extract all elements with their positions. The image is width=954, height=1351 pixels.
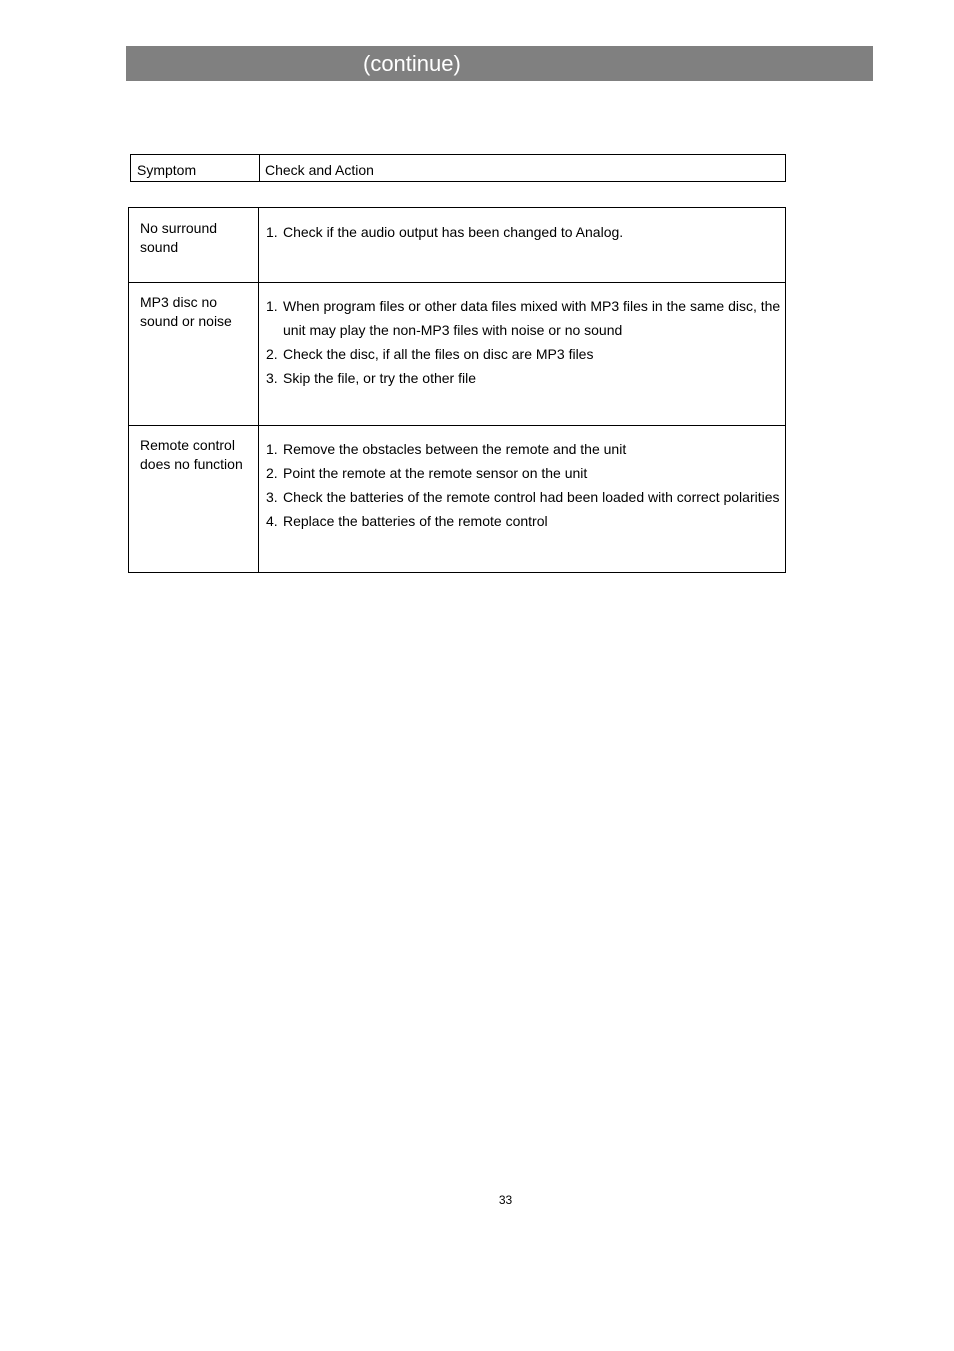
action-text: Check if the audio output has been changed to Analog. bbox=[283, 224, 624, 240]
action-item bbox=[266, 461, 781, 485]
action-number: 3. bbox=[266, 489, 278, 505]
symptom-cell: No surround sound bbox=[140, 220, 218, 255]
action-item bbox=[266, 342, 781, 366]
troubleshooting-table bbox=[128, 207, 786, 573]
action-item bbox=[266, 294, 781, 342]
action-list bbox=[266, 220, 781, 244]
action-number: 2. bbox=[266, 346, 278, 362]
action-text: Skip the file, or try the other file bbox=[283, 370, 476, 386]
page-number: 33 bbox=[498, 1193, 513, 1207]
action-list bbox=[266, 294, 781, 390]
action-text: Point the remote at the remote sensor on the unit bbox=[283, 465, 588, 481]
action-text: Remove the obstacles between the remote and the unit bbox=[283, 441, 627, 457]
action-number: 1. bbox=[266, 224, 278, 240]
section-title: (continue) bbox=[363, 51, 461, 76]
symptom-cell: Remote control does no function bbox=[140, 437, 243, 472]
action-number: 3. bbox=[266, 370, 278, 386]
action-list bbox=[266, 437, 781, 533]
action-item bbox=[266, 509, 781, 533]
action-item bbox=[266, 220, 781, 244]
action-number: 1. bbox=[266, 441, 278, 457]
action-number: 1. bbox=[266, 298, 278, 314]
action-number: 4. bbox=[266, 513, 278, 529]
action-text: When program files or other data files mixed with MP3 files in the same disc, the unit may play the non-MP3 files with noise or no sound bbox=[283, 298, 781, 338]
row-divider bbox=[129, 282, 785, 283]
column-divider bbox=[258, 208, 259, 572]
action-text: Check the disc, if all the files on disc are MP3 files bbox=[283, 346, 594, 362]
action-text: Replace the batteries of the remote control bbox=[283, 513, 548, 529]
column-header-check-and-action: Check and Action bbox=[265, 162, 374, 178]
column-header-symptom: Symptom bbox=[137, 162, 197, 178]
section-title-bar bbox=[126, 46, 873, 81]
action-text: Check the batteries of the remote control had been loaded with correct polarities bbox=[283, 489, 780, 505]
action-item bbox=[266, 437, 781, 461]
symptom-cell: MP3 disc no sound or noise bbox=[140, 294, 232, 329]
action-item bbox=[266, 485, 781, 509]
action-item bbox=[266, 366, 781, 390]
table-header bbox=[130, 154, 786, 182]
action-number: 2. bbox=[266, 465, 278, 481]
row-divider bbox=[129, 425, 785, 426]
